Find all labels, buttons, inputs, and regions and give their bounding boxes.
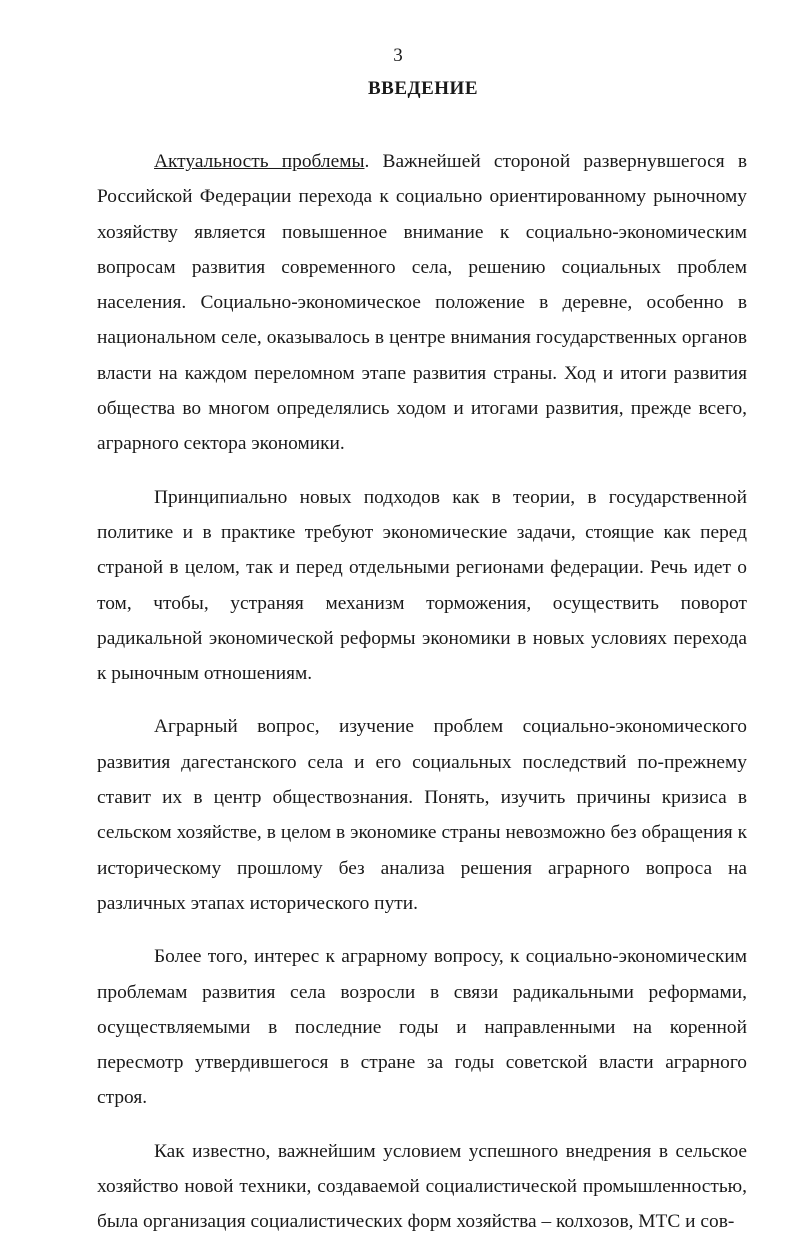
paragraph-interest: Более того, интерес к аграрному вопросу, к социально-экономическим проблемам развития села возросли в связи радикальными реформами, осуществляемыми в последние годы и направленными на коренной пересмотр утвердившегося в стране за годы советской власти аграрного строя. [97,946,747,1109]
paragraph-new-approaches: Принципиально новых подходов как в теории, в государственной политике и в практике требуют экономические задачи, стоящие как перед страной в целом, так и перед отдельными регионами федерации. Речь идет о том, чтобы, устраняя механизм торможения, осуществить поворот радикальной экономической реформы экономики в новых условиях перехода к рыночным отношениям. [97,486,747,685]
page-title: ВВЕДЕНИЕ [368,78,478,99]
paragraph-relevance [97,144,747,462]
page-number: 3 [393,45,403,66]
paragraph-agrarian-question: Аграрный вопрос, изучение проблем социально-экономического развития дагестанского села и его социальных последствий по-прежнему ставит их в центр обществознания. Понять, изучить причины кризиса в сельском хозяйстве, в целом в экономике страны невозможно без обращения к историческому прошлому без анализа решения аграрного вопроса на различных этапах исторического пути. [97,716,747,914]
document-body [97,144,747,1240]
section-heading-relevance: Актуальность проблемы [154,151,365,172]
paragraph-new-technology: Как известно, важнейшим условием успешного внедрения в сельское хозяйство новой техники, создаваемой социалистической промышленностью, была организация социалистических форм хозяйства – колхозов, МТС и сов- [97,1140,747,1233]
paragraph-relevance-text: . Важнейшей стороной развернувшегося в Российской Федерации перехода к социально ориентированному рыночному хозяйству является повышенное внимание к социально-экономическим вопросам развития современного села, решению социальных проблем населения. Социально-экономическое положение в деревне, особенно в национальном селе, оказывалось в центре внимания государственных органов власти на каждом переломном этапе развития страны. Ход и итоги развития общества во многом определялись ходом и итогами развития, прежде всего, аграрного сектора экономики. [97,151,747,455]
